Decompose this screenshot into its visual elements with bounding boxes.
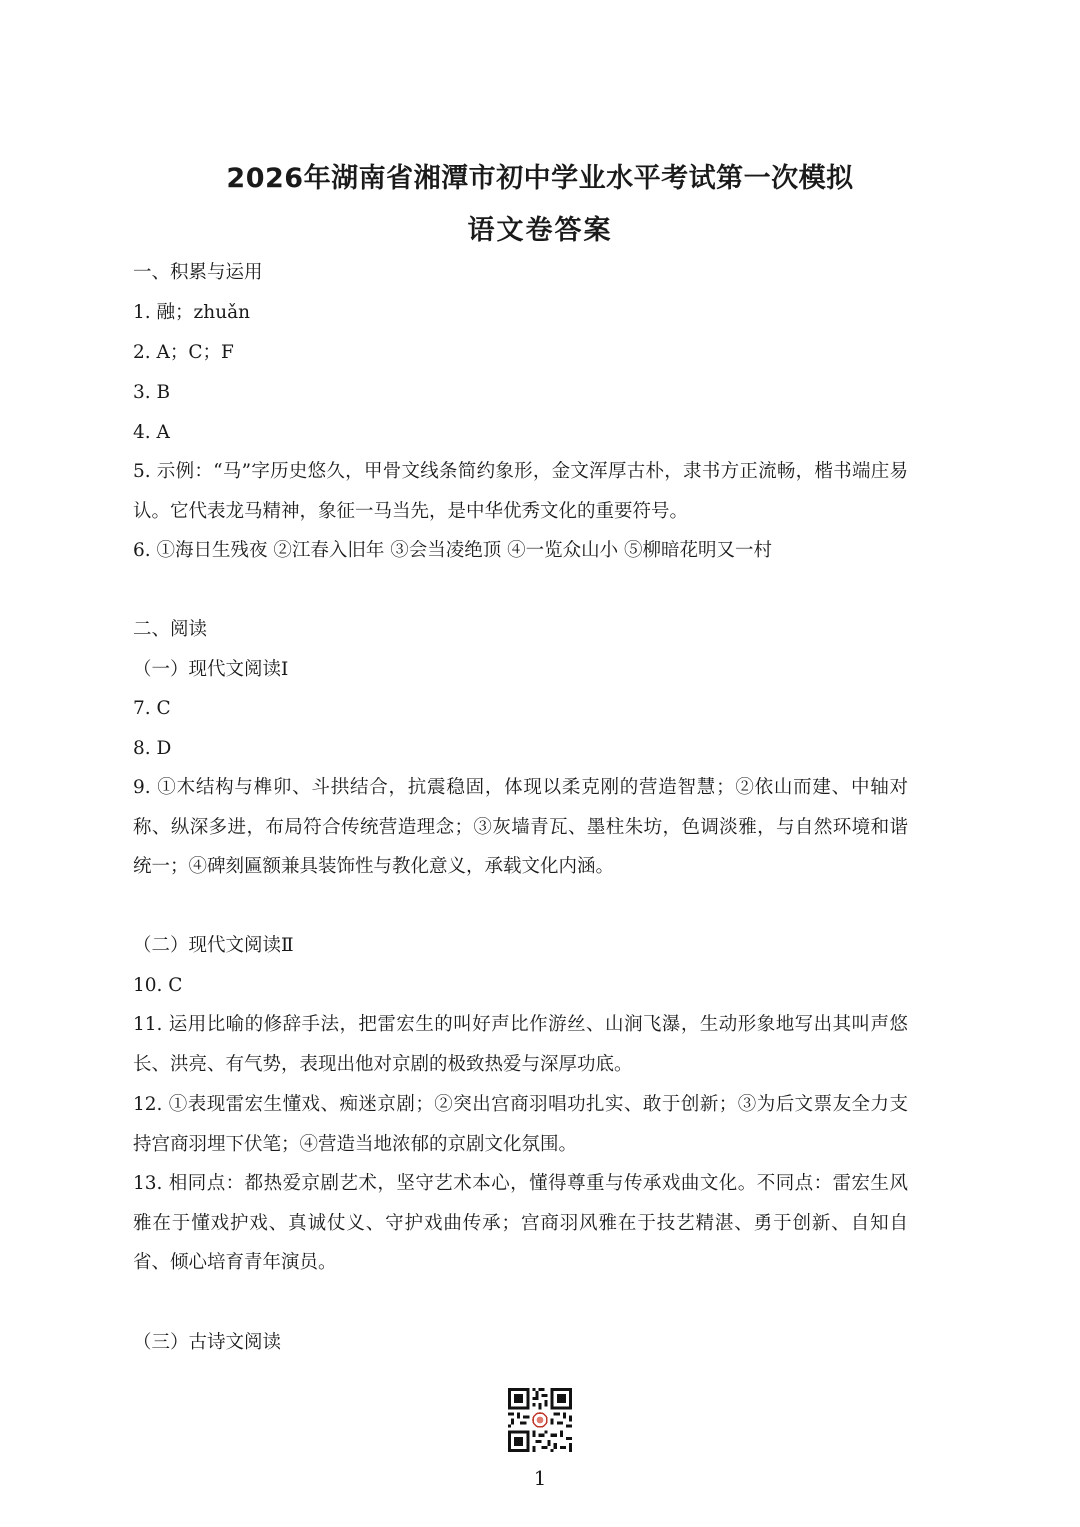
answer-2: 2. A；C；F — [133, 342, 234, 363]
subsection-heading-modern-reading-1: （一）现代文阅读Ⅰ — [133, 659, 289, 680]
answer-12: 12. ①表现雷宏生懂戏、痴迷京剧；②突出宫商羽唱功扎实、敢于创新；③为后文票友全力支持宫商羽埋下伏笔；④营造当地浓郁的京剧文化氛围。 — [133, 1094, 908, 1155]
subsection-heading-classical-reading: （三）古诗文阅读 — [133, 1332, 282, 1353]
answer-11: 11. 运用比喻的修辞手法，把雷宏生的叫好声比作游丝、山涧飞瀑，生动形象地写出其叫声悠长、洪亮、有气势，表现出他对京剧的极致热爱与深厚功底。 — [133, 1014, 908, 1075]
section-heading-reading: 二、阅读 — [133, 619, 208, 640]
document-title: 2026年湖南省湘潭市初中学业水平考试第一次模拟 — [226, 163, 854, 194]
subsection-heading-modern-reading-2: （二）现代文阅读Ⅱ — [133, 935, 294, 956]
answer-1: 1. 融；zhuǎn — [133, 302, 251, 323]
answer-6: 6. ①海日生残夜 ②江春入旧年 ③会当凌绝顶 ④一览众山小 ⑤柳暗花明又一村 — [133, 540, 773, 561]
answer-8: 8. D — [133, 738, 172, 759]
answer-13: 13. 相同点：都热爱京剧艺术，坚守艺术本心，懂得尊重与传承戏曲文化。不同点：雷宏生风雅在于懂戏护戏、真诚仗义、守护戏曲传承；宫商羽风雅在于技艺精湛、勇于创新、自知自省、倾心培育青年演员。 — [133, 1173, 908, 1273]
answer-5: 5. 示例：“马”字历史悠久，甲骨文线条简约象形，金文浑厚古朴，隶书方正流畅，楷书端庄易认。它代表龙马精神，象征一马当先，是中华优秀文化的重要符号。 — [133, 461, 908, 522]
page-number: 1 — [533, 1466, 547, 1490]
document-subtitle: 语文卷答案 — [467, 215, 613, 246]
answer-7: 7. C — [133, 698, 171, 719]
answer-3: 3. B — [133, 382, 171, 403]
qr-code-icon — [508, 1388, 572, 1452]
answer-4: 4. A — [133, 422, 170, 443]
answer-10: 10. C — [133, 975, 183, 996]
section-heading-accumulation: 一、积累与运用 — [133, 262, 263, 283]
answer-9: 9. ①木结构与榫卯、斗拱结合，抗震稳固，体现以柔克刚的营造智慧；②依山而建、中轴对称、纵深多进，布局符合传统营造理念；③灰墙青瓦、墨柱朱坊，色调淡雅，与自然环境和谐统一；④碑刻匾额兼具装饰性与教化意义，承载文化内涵。 — [133, 777, 908, 877]
